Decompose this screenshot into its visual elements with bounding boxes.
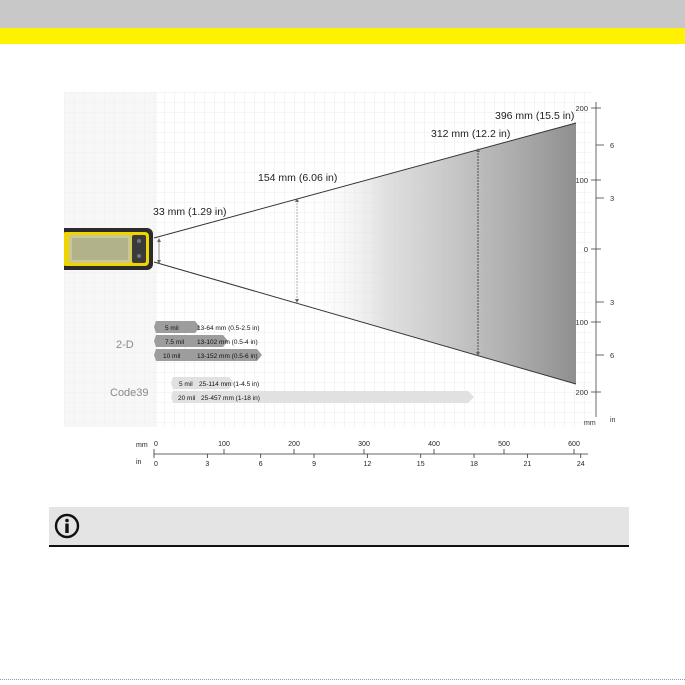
mm-tick-label: 500 (498, 441, 510, 448)
callout-312mm: 312 mm (12.2 in) (431, 128, 511, 140)
accent-band (0, 28, 685, 44)
in-tick-label: 0 (154, 461, 158, 468)
group-label-code39: Code39 (110, 387, 149, 399)
axis-in-6-bottom: 6 (610, 351, 615, 360)
bar-range-label: 13-102 mm (0.5-4 in) (197, 339, 258, 346)
bar-range-label: 13-152 mm (0.5-6 in) (197, 353, 258, 360)
bar-mil-label: 10 mil (163, 353, 181, 360)
note-bar (49, 507, 629, 547)
callout-396mm: 396 mm (15.5 in) (495, 110, 575, 122)
bar-mil-label: 7.5 mil (165, 339, 185, 346)
mm-tick-label: 400 (428, 441, 440, 448)
page-bottom-rule (0, 679, 685, 680)
axis-unit-mm: mm (584, 420, 596, 427)
info-icon (54, 513, 80, 539)
callout-154mm: 154 mm (6.06 in) (258, 172, 338, 184)
group-label-2d: 2-D (116, 339, 134, 351)
range-bar-code39-20mil (171, 391, 474, 403)
scan-range-diagram (64, 92, 630, 472)
axis-unit-in: in (610, 417, 616, 424)
bar-mil-label: 5 mil (179, 381, 193, 388)
mm-tick-label: 600 (568, 441, 580, 448)
bar-range-label: 25-114 mm (1-4.5 in) (199, 381, 260, 388)
axis-mm-100-bottom: 100 (575, 318, 588, 327)
distance-scale (136, 441, 588, 468)
mm-tick-label: 300 (358, 441, 370, 448)
in-tick-label: 18 (470, 461, 478, 468)
in-tick-group (154, 454, 585, 468)
in-tick-label: 6 (258, 461, 263, 468)
scanner-device-illustration (64, 228, 153, 270)
axis-mm-100-top: 100 (575, 176, 588, 185)
bar-range-label: 25-457 mm (1-18 in) (201, 395, 260, 402)
in-tick-label: 15 (416, 461, 425, 468)
in-tick-label: 9 (312, 461, 316, 468)
header-band (0, 0, 685, 28)
callout-33mm: 33 mm (1.29 in) (153, 206, 227, 218)
axis-in-6-top: 6 (610, 141, 615, 150)
axis-mm-0: 0 (583, 245, 588, 254)
bar-range-label: 13-64 mm (0.5-2.5 in) (197, 325, 260, 332)
bar-mil-label: 20 mil (178, 395, 196, 402)
axis-mm-200-top: 200 (575, 104, 588, 113)
in-tick-label: 3 (205, 461, 210, 468)
axis-mm-200-bottom: 200 (575, 388, 588, 397)
scale-mm-unit: mm (136, 442, 148, 449)
bar-mil-label: 5 mil (165, 325, 179, 332)
range-bar-2d-10mil (154, 349, 262, 361)
mm-tick-group (154, 441, 580, 454)
axis-in-3-top: 3 (610, 194, 615, 203)
mm-tick-label: 0 (154, 441, 158, 448)
axis-in-3-bottom: 3 (610, 298, 615, 307)
scale-in-unit: in (136, 459, 142, 466)
mm-tick-label: 100 (218, 441, 230, 448)
in-tick-label: 12 (363, 461, 372, 468)
in-tick-label: 24 (576, 461, 585, 468)
in-tick-label: 21 (523, 461, 532, 468)
mm-tick-label: 200 (288, 441, 300, 448)
